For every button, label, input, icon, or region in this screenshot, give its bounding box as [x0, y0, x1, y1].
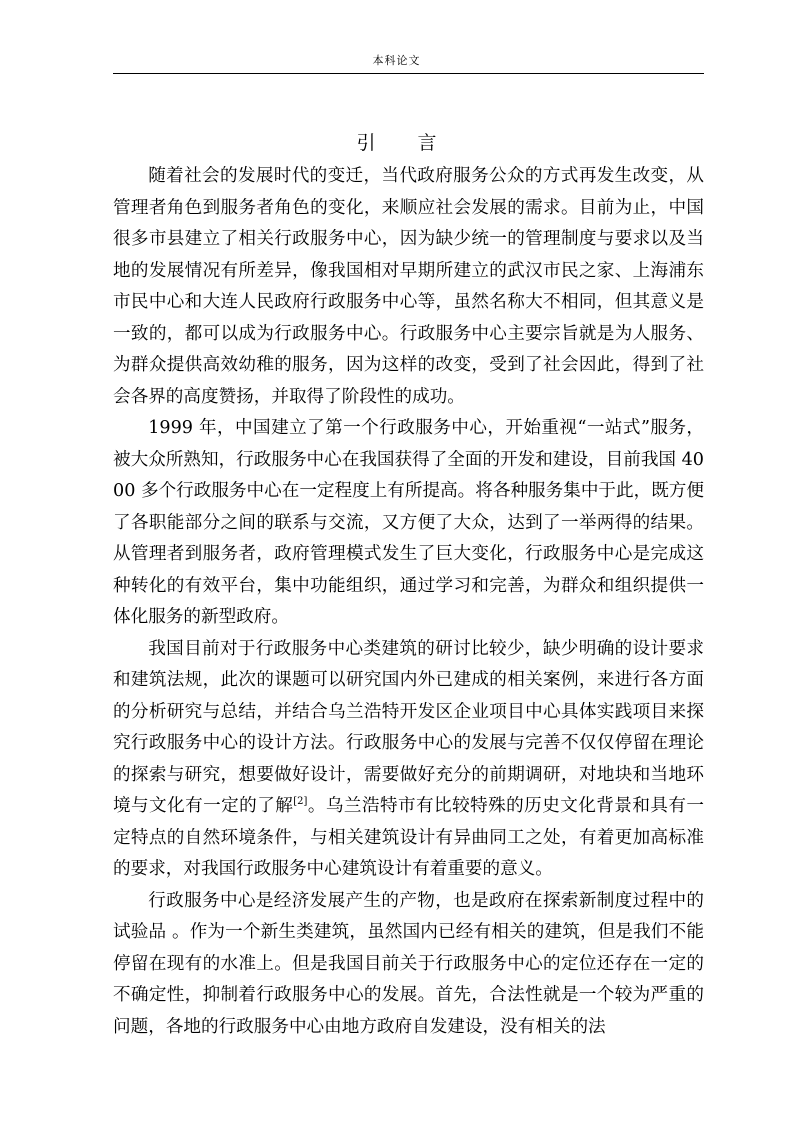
citation-ref: [2]: [293, 796, 308, 808]
paragraph-3-text-b: 。乌兰浩特市有比较特殊的历史文化背景和具有一定特点的自然环境条件，与相关建筑设计有异曲同工之处，有着更加高标准的要求，对我国行政服务中心建筑设计有着重要的意义。: [113, 796, 704, 879]
running-header: 本科论文: [372, 54, 421, 67]
body-text: [113, 161, 704, 1043]
header-rule: [113, 73, 704, 74]
section-title-char-2: 言: [417, 132, 437, 154]
paragraph-3: [113, 634, 704, 886]
paragraph-1: 随着社会的发展时代的变迁，当代政府服务公众的方式再发生改变，从管理者角色到服务者角色的变化，来顺应社会发展的需求。目前为止，中国很多市县建立了相关行政服务中心，因为缺少统一的管理制度与要求以及当地的发展情况有所差异，像我国相对早期所建立的武汉市民之家、上海浦东市民中心和大连人民政府行政服务中心等，虽然名称大不相同，但其意义是一致的，都可以成为行政服务中心。行政服务中心主要宗旨就是为人服务、为群众提供高效幼稚的服务，因为这样的改变，受到了社会因此，得到了社会各界的高度赞扬，并取得了阶段性的成功。: [113, 166, 704, 407]
section-title-char-1: 引: [356, 132, 376, 154]
paragraph-2: 1999 年，中国建立了第一个行政服务中心，开始重视“一站式”服务，被大众所熟知，行政服务中心在我国获得了全面的开发和建设，目前我国 4000 多个行政服务中心在一定程度上有所提高。将各种服务集中于此，既方便了各职能部分之间的联系与交流，又方便了大众，达到了一举两得的结果。从管理者到服务者，政府管理模式发生了巨大变化，行政服务中心是完成这种转化的有效平台，集中功能组织，通过学习和完善，为群众和组织提供一体化服务的新型政府。: [113, 418, 704, 627]
paragraph-4: 行政服务中心是经济发展产生的产物，也是政府在探索新制度过程中的试验品 。作为一个新生类建筑，虽然国内已经有相关的建筑，但是我们不能停留在现有的水准上。但是我国目前关于行政服务中心的定位还存在一定的不确定性，抑制着行政服务中心的发展。首先，合法性就是一个较为严重的问题，各地的行政服务中心由地方政府自发建设，没有相关的法: [113, 890, 704, 1037]
section-title: [0, 131, 793, 155]
paragraph-3-text-a: 我国目前对于行政服务中心类建筑的研讨比较少，缺少明确的设计要求和建筑法规，此次的课题可以研究国内外已建成的相关案例，来进行各方面的分析研究与总结，并结合乌兰浩特开发区企业项目中心具体实践项目来探究行政服务中心的设计方法。行政服务中心的发展与完善不仅仅停留在理论的探索与研究，想要做好设计，需要做好充分的前期调研，对地块和当地环境与文化有一定的了解: [113, 638, 704, 816]
